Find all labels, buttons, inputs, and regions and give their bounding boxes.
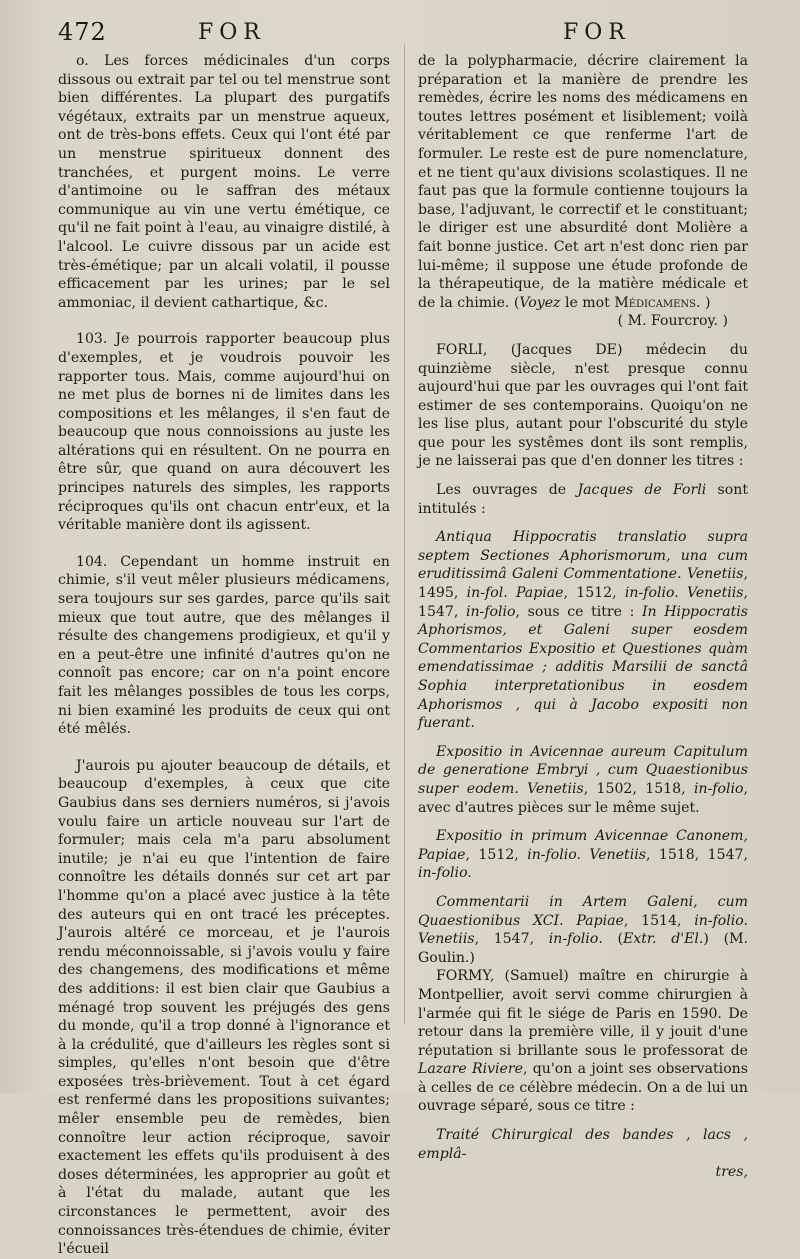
formy-work-title: Traité Chirurgical des bandes , lacs , emplâ- <box>418 1127 748 1162</box>
forli-work-2: Expositio in Avicennae aureum Capitulum de generatione Embryi , cum Quaestionibus super eodem. Venetiis, 1502, 1518, in-folio, avec d'autres pièces sur le même sujet. <box>418 743 748 816</box>
entry-forli-head: FORLI, (Jacques DE) <box>436 341 623 358</box>
catchword: tres, <box>715 1164 748 1181</box>
page-number: 472 <box>58 18 107 46</box>
paragraph-104: 104. Cependant un homme instruit en chimie, s'il veut mêler plusieurs médicamens, sera toujours sur ses gardes, parce qu'ils sait mieux que tout autre, que des mêlanges il résulte des changemens prodigieux, et qu'il y en a peut-être une infinité d'autres qu'on ne connoît pas encore; car on n'a point encore fait les mêlanges possibles de tous les corps, ni bien examiné les produits de ceux qui ont été mêlés. <box>58 553 390 738</box>
right-column <box>418 52 748 1182</box>
forli-work-3: Expositio in primum Avicennae Canonem, Papiae, 1512, in-folio. Venetiis, 1518, 1547, in-folio. <box>418 828 748 882</box>
forli-work-4: Commentarii in Artem Galeni, cum Quaestionibus XCI. Papiae, 1514, in-folio. Venetiis, 1547, in-folio. (Extr. d'El.) (M. Goulin.) <box>418 893 748 966</box>
running-head-left: FOR <box>198 20 266 45</box>
signature-fourcroy: ( M. Fourcroy. ) <box>617 313 728 330</box>
paragraph-editor-note: J'aurois pu ajouter beaucoup de détails, et beaucoup d'exemples, à ceux que cite Gaubius dans ses derniers numéros, si j'avois voulu faire un article nouveau sur l'art de formuler; mais cela m'a paru absolument inutile; je n'ai eu que l'intention de faire connoître les détails donnés sur cet art par l'homme qu'on a placé avec justice à la tête des auteurs qui en ont tracé les préceptes. J'aurois altéré ce morceau, et je l'aurois rendu méconnoissable, si j'avois voulu y faire des changemens, des modifications et même des additions: il est bien clair que Gaubius a ménagé trop souvent les préjugés des gens du monde, qu'il a trop donné à l'ignorance et à la crédulité, que d'ailleurs les règles sont si simples, qu'elles n'ont besoin que d'être exposées très-brièvement. Tout à cet égard est renfermé dans les propositions suivantes; mêler ensemble peu de remèdes, bien connoître leur action réciproque, savoir exactement les effets qu'ils produisent à des doses déterminées, les approprier au goût et à l'état du malade, autant que les circonstances le permettent, avoir des connoissances très-étendues de chimie, éviter l'écueil <box>58 757 390 1258</box>
running-head-right: FOR <box>563 20 631 45</box>
forli-works-intro: Les ouvrages de Jacques de Forli sont intitulés : <box>418 482 748 517</box>
entry-formy: FORMY, (Samuel) maître en chirurgie à Montpellier, avoit servi comme chirurgien à l'armée qui fit le siége de Paris en 1590. De retour dans la première ville, il y jouit d'une réputation si brillante sous le professorat de Lazare Riviere, qu'on a joint ses observations à celles de ce célèbre médecin. On a de lui un ouvrage séparé, sous ce titre : <box>418 968 749 1115</box>
paragraph-polypharmacie: de la polypharmacie, décrire clairement la préparation et la manière de prendre les remèdes, écrire les noms des médicamens en toutes lettres posément et lisiblement; voilà véritablement ce que renferme l'art de formuler. Le reste est de pure nomenclature, et ne tient qu'aux divisions scolastiques. Il ne faut pas que la formule contienne toujours la base, l'adjuvant, le correctif et le constituant; le diriger est une absurdité dont Molière a fait bonne justice. Cet art n'est donc rien par lui-même; il suppose une étude profonde de la thérapeutique, de la matière médicale et de la chimie. (Voyez le mot Médicamens. ) <box>418 53 748 311</box>
page-header <box>58 14 760 48</box>
left-column <box>58 52 390 1259</box>
paragraph-103: 103. Je pourrois rapporter beaucoup plus d'exemples, et je voudrois pouvoir les rapporter tous. Mais, comme aujourd'hui on ne met plus de bornes ni de limites dans les compositions et les mêlanges, il s'en faut de beaucoup que nous connoissions au juste les altérations qui en résultent. On ne pourra en être sûr, que quand on aura découvert les principes naturels des simples, les rapports réciproques qu'ils ont chacun entr'eux, et la véritable manière dont ils agissent. <box>58 331 390 534</box>
paragraph-forces-medicinales: o. Les forces médicinales d'un corps dissous ou extrait par tel ou tel menstrue sont bien différentes. La plupart des purgatifs végétaux, extraits par un menstrue aqueux, ont de très-bons effets. Ceux qui l'ont été par un menstrue spiritueux donnent des tranchées, et purgent moins. Le verre d'antimoine ou le saffran des métaux communique au vin une vertu émétique, ce qu'il ne fait point à l'eau, au vinaigre distilé, à l'alcool. Le cuivre dissous par un acide est très-émétique; par un alcali volatil, il pousse efficacement par les urines; par le sel ammoniac, il devient cathartique, &c. <box>58 53 390 311</box>
forli-work-1: Antiqua Hippocratis translatio supra septem Sectiones Aphorismorum, una cum eruditissimâ Galeni Commentatione. Venetiis, 1495, in-fol. Papiae, 1512, in-folio. Venetiis, 1547, in-folio, sous ce titre : In Hippocratis Aphorismos, et Galeni super eosdem Commentarios Expositio et Questiones quàm emendatissimae ; additis Marsilii de sanctâ Sophia interpretationibus in eosdem Aphorismos , qui à Jacobo expositi non fuerant. <box>418 529 749 732</box>
entry-forli: FORLI, (Jacques DE) médecin du quinzième siècle, n'est presque connu aujourd'hui que par les ouvrages qui l'ont fait estimer de ses contemporains. Quoiqu'on ne les lise plus, autant pour l'obscurité du style que pour les systêmes dont ils sont remplis, je ne laisserai pas que d'en donner les titres : <box>418 341 748 470</box>
column-divider <box>404 44 405 1024</box>
entry-formy-head: FORMY, (Samuel) <box>436 968 569 985</box>
